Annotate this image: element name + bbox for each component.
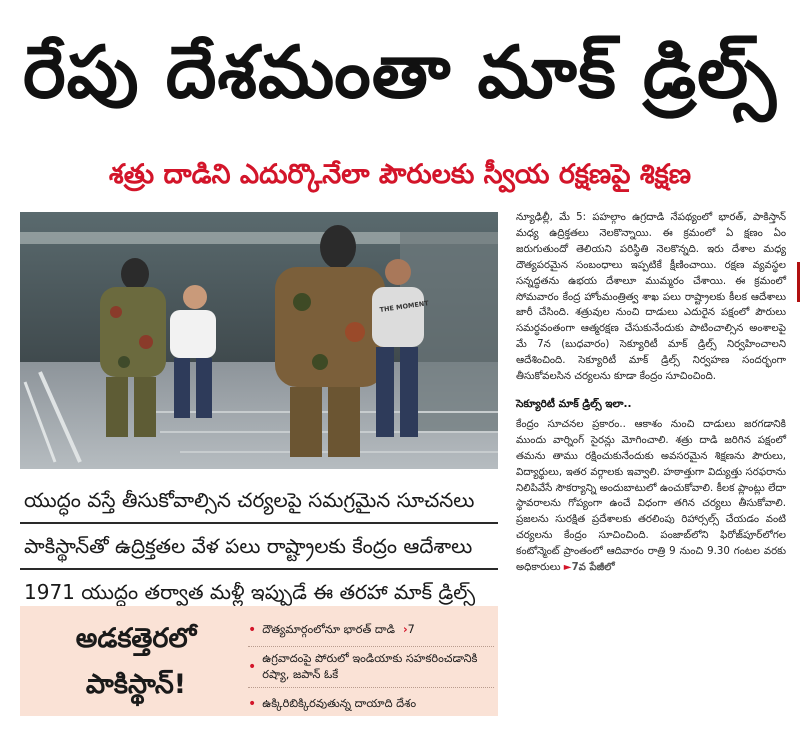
- side-story-title-line-1: అడకత్తెరలో: [75, 623, 197, 654]
- side-story-item-text: ఉక్కిరిబిక్కిరవుతున్న దాయాది దేశం: [262, 697, 417, 710]
- side-story-item-text: దౌత్యమార్గంలోనూ భారత్ దాడి: [262, 623, 395, 636]
- side-story-item-text: ఉగ్రవాదంపై పోరులో ఇండియాకు సహకరించడానికి రష్యా, జపాన్ ఓకే: [262, 652, 478, 681]
- side-story-title: [26, 616, 246, 708]
- bullet-icon: •: [248, 696, 257, 712]
- article-subheading: సెక్యూరిటీ మాక్ డ్రిల్స్ ఇలా..: [516, 397, 632, 410]
- side-story-item-page: 7: [407, 623, 415, 636]
- headline: రేపు దేశమంతా మాక్ డ్రిల్స్: [22, 30, 778, 114]
- continued-reference: 7వ పేజీలో: [571, 562, 615, 574]
- key-point-3: 1971 యుద్ధం తర్వాత మళ్లీ ఇప్పుడే ఈ తరహా మాక్ డ్రిల్స్: [20, 570, 498, 616]
- article-paragraph-2-text: కేంద్రం సూచనల ప్రకారం.. ఆకాశం నుంచి దాడులు జరగడానికి ముందు వార్నింగ్ సైరన్లు మోగించాలి. శత్రు దాడి జరిగిన పక్షంలో తమను తాము రక్షించుకునేందుకు అవసరమైన శిక్షణను పౌరులు, విద్యార్థులు, ఇతర వర్గాలకు ఇవ్వాలి. హఠాత్తుగా విద్యుత్తు సరఫరాను నిలిపివేసే సౌకర్యాన్ని అందుబాటులో ఉంచుకోవాలి. కీలక ప్లాంట్లు లేదా స్థావరాలను గోప్యంగా ఉంచే విధంగా తగిన చర్యలు తీసుకోవాలి. ప్రజలను సురక్షిత ప్రదేశాలకు తరలింపు రిహార్సల్స్ చేయడం వంటి చర్యలను కేంద్రం సూచించింది. పంజాబ్‌లోని ఫిరోజ్‌పూర్‌లోగల కంటోన్మెంట్ ప్రాంతంలో ఆదివారం రాత్రి 9 నుంచి 9.30 గంటల వరకు అధికారులు: [516, 418, 786, 574]
- key-points: [20, 478, 498, 616]
- news-photo: [20, 212, 498, 469]
- side-story-list: [248, 614, 494, 720]
- bullet-icon: •: [248, 622, 257, 638]
- article-column: [516, 210, 786, 576]
- article-paragraph-2: [516, 417, 786, 576]
- arrow-icon: ›: [402, 623, 408, 636]
- shirt-text: THE MOMENT: [379, 299, 430, 314]
- article-paragraph-1: న్యూఢిల్లీ, మే 5: పహల్గాం ఉగ్రదాడి నేపథ్యంలో భారత్, పాకిస్తాన్ మధ్య ఉద్రిక్తతలు నెలకొన్నాయి. ఈ క్రమంలో ఏ క్షణం ఏం జరుగుతుందో తెలియని పరిస్థితి నెలకొన్నది. ఇరు దేశాల మధ్య దౌత్యపరమైన సంబంధాలు ఇప్పటికే క్షీణించాయి. రక్షణ వ్యవస్థల సన్నద్ధతను ఉభయ దేశాలూ ముమ్మరం చేశాయి. ఈ క్రమంలో సోమవారం కేంద్ర హోంమంత్రిత్వ శాఖ పలు రాష్ట్రాలకు కీలక ఆదేశాలు జారీ చేసింది. శత్రువుల నుంచి దాడులు ఎదురైన పక్షంలో పౌరులు సమర్థవంతంగా ఆత్మరక్షణ చేసుకునేందుకు పాటించాల్సిన అంశాలపై మే 7న (బుధవారం) సెక్యూరిటీ మాక్ డ్రిల్స్ నిర్వహించాలని ఆదేశించింది. సెక్యూరిటీ మాక్ డ్రిల్స్ నిర్వహణ సందర్భంగా తీసుకోవలసిన చర్యలను కూడా కేంద్రం సూచించింది.: [516, 212, 786, 383]
- arrow-icon: ►: [563, 562, 572, 574]
- key-point-1: యుద్ధం వస్తే తీసుకోవాల్సిన చర్యలపై సమగ్రమైన సూచనలు: [20, 478, 498, 524]
- side-story-item: [248, 614, 494, 647]
- mock-drill-photo-illustration: [20, 212, 498, 469]
- side-story-title-line-2: పాకిస్థాన్!: [85, 669, 187, 700]
- key-point-2: పాకిస్థాన్‌తో ఉద్రిక్తతల వేళ పలు రాష్ట్రాలకు కేంద్రం ఆదేశాలు: [20, 524, 498, 570]
- bullet-icon: •: [248, 659, 257, 675]
- side-story-box: [20, 606, 498, 716]
- side-story-item: [248, 647, 494, 688]
- side-story-item: [248, 688, 494, 720]
- subheadline: శత్రు దాడిని ఎదుర్కొనేలా పౌరులకు స్వీయ రక్షణపై శిక్షణ: [108, 159, 692, 190]
